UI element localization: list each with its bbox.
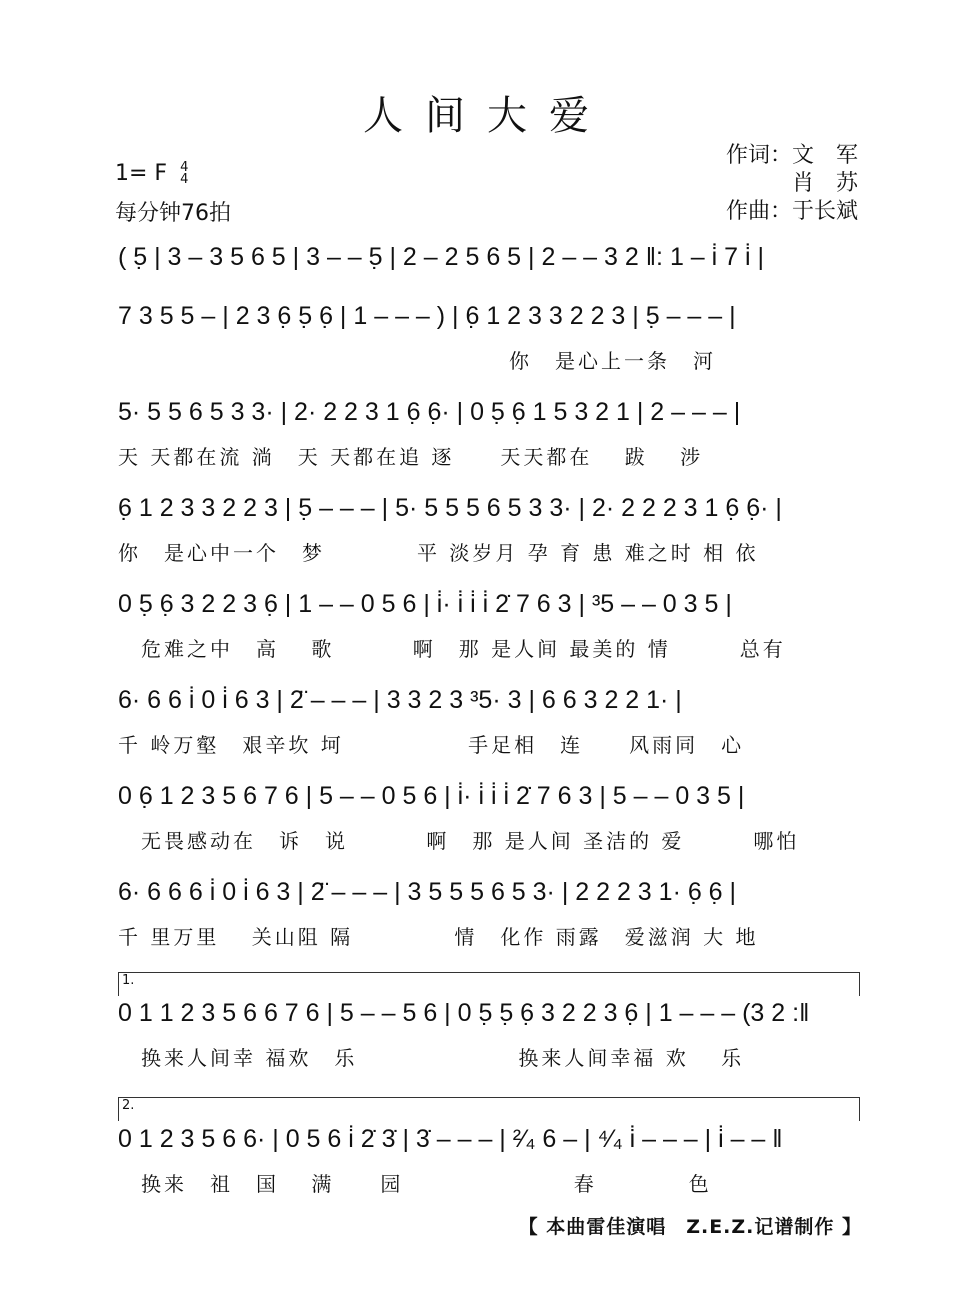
staff-lyrics: 千 岭万壑 艰辛坎 坷 手足相 连 风雨同 心 [118,732,745,757]
lyricist-line-2: 肖 苏 [791,171,858,196]
staff-line-3 [118,387,863,473]
staff-notes: 6· 6 6 i̇ 0 i̇ 6 3 | 2̈ – – – | 3 3 2 3 ³5· 3 | 6 6 3 2 2 1· | [118,685,682,714]
staff-lyrics: 你 是心上一条 河 [118,348,716,373]
staff-notes: 7 3 5 5 – | 2 3 6̣ 5̣ 6̣ | 1 – – – ) | 6̣ 1 2 3 3 2 2 3 | 5̣ – – – | [118,301,736,330]
staff-notes: 0 6̣ 1 2 3 5 6 7 6 | 5 – – 0 5 6 | i̇· i̇ i̇ i̇ 2̇ 7 6 3 | 5 – – 0 3 5 | [118,781,745,810]
time-signature: 4 4 [180,160,189,187]
staff-line-8 [118,867,863,953]
tempo-marking: 每分钟76拍 [115,201,231,226]
staff-notes: 0 1 1 2 3 5 6 6 7 6 | 5 – – 5 6 | 0 5̣ 5̣ 6̣ 3 2 2 3 6̣ | 1 – – – (3 2 :‖ [118,998,810,1027]
staff-lyrics: 换来人间幸 福欢 乐 换来人间幸福 欢 乐 [118,1045,745,1070]
staff-lyrics: 换来 祖 国 满 园 春 色 [118,1171,712,1196]
key-label: 1= F [115,161,168,186]
staff-lyrics: 千 里万里 关山阻 隔 情 化作 雨露 爱滋润 大 地 [118,924,759,949]
staff-lyrics: 你 是心中一个 梦 平 淡岁月 孕 育 患 难之时 相 依 [118,540,759,565]
key-signature [115,160,188,188]
staff-lyrics: 危难之中 高 歌 啊 那 是人间 最美的 情 总有 [118,636,786,661]
staff-line-10-second-ending [118,1114,863,1200]
staff-line-5 [118,579,863,665]
footer-credit: 【 本曲雷佳演唱 Z.E.Z.记谱制作 】 [518,1216,862,1238]
staff-notes: 0 1 2 3 5 6 6· | 0 5 6 i̇ 2̇ 3̇ | 3̇ – – – | ²⁄₄ 6 – | ⁴⁄₄ i̇ – – – | i̇ – – ‖ [118,1124,783,1153]
staff-line-4 [118,483,863,569]
staff-lyrics: 无畏感动在 诉 说 啊 那 是人间 圣洁的 爱 哪怕 [118,828,800,853]
staff-line-2 [118,291,863,377]
lyricist-line-1: 作词：文 军 [725,143,858,168]
staff-notes: ( 5̣ | 3 – 3 5 6 5 | 3 – – 5̣ | 2 – 2 5 6 5 | 2 – – 3 2 ‖: 1 – i̇ 7 i̇ | [118,242,764,271]
staff-notes: 6̣ 1 2 3 3 2 2 3 | 5̣ – – – | 5· 5 5 5 6 5 3 3· | 2· 2 2 2 3 1 6̣ 6̣· | [118,493,782,522]
staff-notes: 6· 6 6 6 i̇ 0 i̇ 6 3 | 2̈ – – – | 3 5 5 5 6 5 3· | 2 2 2 3 1· 6̣ 6̣ | [118,877,737,906]
staff-notes: 0 5̣ 6̣ 3 2 2 3 6̣ | 1 – – 0 5 6 | i̇· i̇ i̇ i̇ 2̇ 7 6 3 | ³5 – – 0 3 5 | [118,589,732,618]
staff-line-6 [118,675,863,761]
composer-line: 作曲：于长斌 [725,199,858,224]
staff-lyrics: 天 天都在流 淌 天 天都在追 逐 天天都在 跋 涉 [118,444,704,469]
staff-notes: 5· 5 5 6 5 3 3· | 2· 2 2 3 1 6̣ 6̣· | 0 5̣ 6̣ 1 5 3 2 1 | 2 – – – | [118,397,741,426]
credits [726,142,858,226]
staff-line-9-first-ending [118,988,863,1074]
volta-bracket-second-ending: 2. [118,1097,860,1121]
song-title: 人间大爱 [363,93,611,139]
volta-bracket-first-ending: 1. [118,972,860,996]
staff-line-7 [118,771,863,857]
